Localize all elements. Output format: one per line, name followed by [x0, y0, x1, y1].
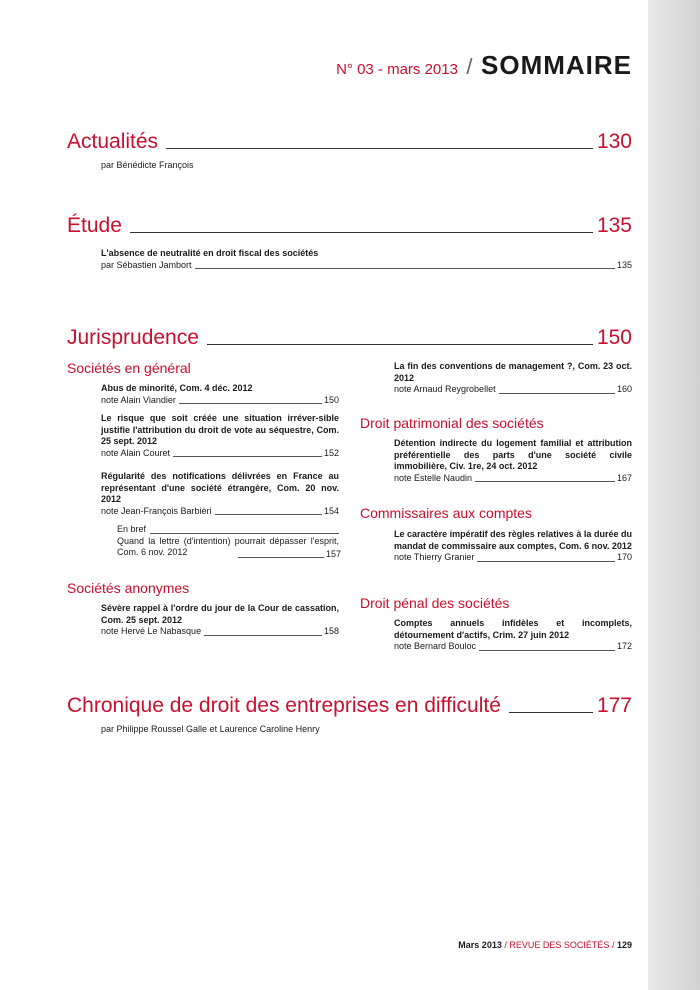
item-page: 152: [323, 447, 339, 458]
item-note-row: [394, 641, 632, 653]
page-footer: [458, 940, 632, 950]
item-note: note Bernard Bouloc: [394, 641, 477, 651]
en-bref-page: 157: [326, 549, 342, 559]
page-header: [336, 50, 632, 81]
section-page: 135: [596, 214, 632, 237]
subsection-societes-general: Sociétés en général: [67, 360, 191, 376]
item-note-row: [101, 626, 339, 638]
list-item[interactable]: [394, 529, 632, 564]
leader-line: [509, 712, 593, 713]
subsection-droit-patrimonial: Droit patrimonial des sociétés: [360, 415, 544, 431]
subsection-droit-penal: Droit pénal des sociétés: [360, 595, 510, 611]
item-note-row: [101, 260, 632, 272]
section-title: Chronique de droit des entreprises en difficulté: [67, 694, 501, 717]
item-note-row: [394, 552, 632, 564]
item-title: La fin des conventions de management ?, Com. 23 oct. 2012: [394, 361, 632, 383]
footer-separator: /: [504, 940, 507, 950]
leader-line: [173, 456, 322, 457]
item-page: 167: [616, 472, 632, 483]
leader-line: [179, 403, 322, 404]
item-page: 150: [323, 394, 339, 405]
list-item[interactable]: [394, 618, 632, 653]
leader-line: [238, 557, 324, 558]
header-slash: /: [466, 54, 473, 79]
item-note: note Alain Couret: [101, 447, 171, 458]
leader-line: [166, 148, 593, 149]
leader-line: [204, 635, 322, 636]
item-page: 154: [323, 505, 339, 516]
list-item[interactable]: [101, 603, 339, 638]
issue-number: N° 03 - mars 2013: [336, 61, 458, 78]
footer-date: Mars 2013: [458, 940, 502, 950]
item-title: Le caractère impératif des règles relatives à la durée du mandat de commissaire aux comptes, Com. 6 nov. 2012: [394, 529, 632, 551]
section-etude[interactable]: [67, 214, 632, 238]
item-title: Comptes annuels infidèles et incomplets, détournement d'actifs, Crim. 27 juin 2012: [394, 618, 632, 640]
list-item[interactable]: [101, 471, 339, 517]
actualites-byline: par Bénédicte François: [101, 160, 194, 170]
leader-line: [207, 344, 593, 345]
section-title: Étude: [67, 214, 122, 237]
item-title: Régularité des notifications délivrées en France au représentant d'une société étrangère, Com. 20 nov. 2012: [101, 471, 339, 504]
leader-line: [477, 561, 615, 562]
item-title: Sévère rappel à l'ordre du jour de la Cour de cassation, Com. 25 sept. 2012: [101, 603, 339, 625]
page-edge-sidebar: [648, 0, 700, 990]
section-chronique[interactable]: [67, 694, 632, 718]
leader-line: [499, 393, 615, 394]
item-title: Le risque que soit créée une situation irréver-sible justifie l'attribution du droit de vote au séquestre, Com. 25 sept. 2012: [101, 413, 339, 446]
section-title: Jurisprudence: [67, 326, 199, 349]
section-jurisprudence[interactable]: [67, 326, 632, 350]
leader-line: [150, 533, 339, 534]
item-title: L'absence de neutralité en droit fiscal des sociétés: [101, 248, 319, 258]
item-title: Abus de minorité, Com. 4 déc. 2012: [101, 383, 253, 393]
section-actualites[interactable]: [67, 130, 632, 154]
item-note-row: [101, 506, 339, 518]
subsection-societes-anonymes: Sociétés anonymes: [67, 580, 190, 596]
item-title: Quand la lettre (d'intention) pourrait dépasser l'esprit, Com. 6 nov. 2012: [117, 535, 339, 557]
item-note-row: [101, 448, 339, 460]
leader-line: [130, 232, 593, 233]
list-item[interactable]: [101, 413, 339, 459]
section-title: Actualités: [67, 130, 159, 153]
item-note-row: [394, 384, 632, 396]
item-page: 158: [323, 626, 339, 636]
item-note: note Thierry Granier: [394, 552, 475, 562]
footer-separator: /: [611, 940, 615, 950]
en-bref-label: En bref: [117, 524, 147, 534]
item-page: 160: [616, 384, 632, 394]
page-title: SOMMAIRE: [481, 50, 632, 80]
subsection-commissaires: Commissaires aux comptes: [360, 505, 532, 521]
section-page: 177: [596, 694, 632, 717]
leader-line: [475, 481, 615, 482]
item-note: note Alain Viandier: [101, 394, 176, 405]
leader-line: [479, 650, 615, 651]
item-note: note Arnaud Reygrobellet: [394, 384, 496, 394]
section-page: 130: [596, 130, 632, 153]
item-note: note Jean-François Barbièri: [101, 505, 212, 516]
en-bref-item[interactable]: [117, 524, 342, 559]
item-title: Détention indirecte du logement familial et attribution préférentielle des parts d'une société civile immobilière, Civ. 1re, 24 oct. 2012: [394, 438, 632, 471]
chronique-byline: par Philippe Roussel Galle et Laurence Caroline Henry: [101, 724, 320, 734]
list-item[interactable]: [101, 383, 339, 406]
item-note-row: [101, 395, 339, 407]
leader-line: [215, 514, 322, 515]
leader-line: [195, 268, 615, 269]
item-author: par Sébastien Jambort: [101, 259, 192, 270]
etude-item[interactable]: [101, 248, 632, 271]
item-page: 172: [616, 641, 632, 651]
footer-revue: REVUE DES SOCIÉTÉS: [509, 940, 610, 950]
item-page: 135: [616, 259, 632, 270]
list-item[interactable]: [394, 361, 632, 396]
section-page: 150: [596, 326, 632, 349]
item-page: 170: [616, 552, 632, 562]
item-note: note Hervé Le Nabasque: [101, 626, 202, 636]
list-item[interactable]: [394, 438, 632, 484]
item-note: note Estelle Naudin: [394, 472, 473, 483]
item-note-row: [394, 473, 632, 485]
footer-page-number: 129: [616, 940, 632, 950]
